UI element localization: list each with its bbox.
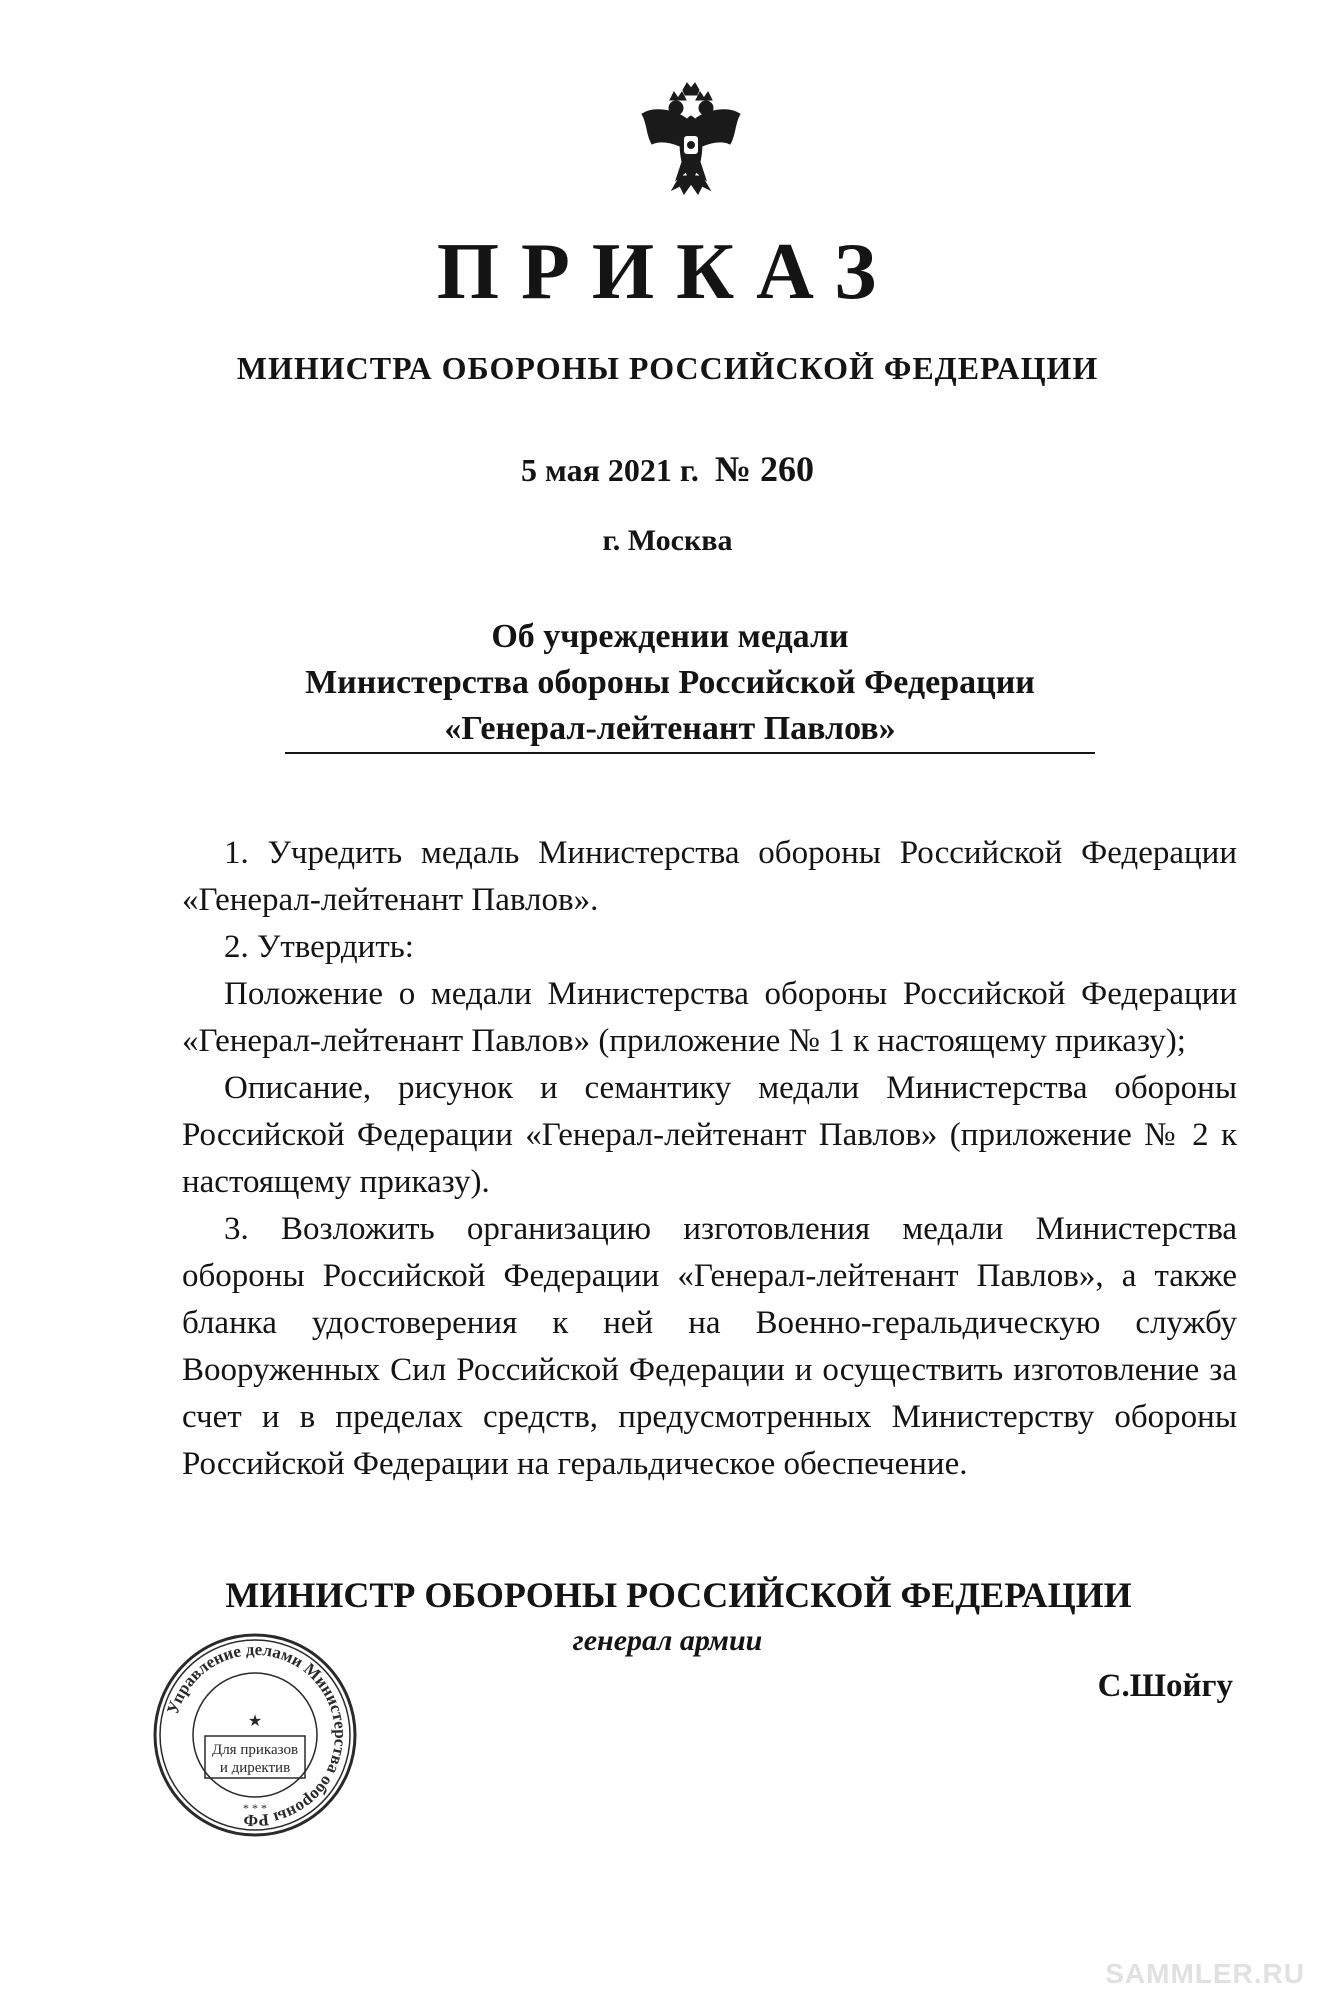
order-city: г. Москва [602, 524, 733, 557]
stamp-inner-line2: и директив [219, 1760, 291, 1776]
body-paragraph: 1. Учредить медаль Министерства обороны Российской Федерации «Генерал-лейтенант Павлов». [182, 835, 1237, 918]
body-paragraph: 2. Утвердить: [224, 929, 414, 965]
signatory-rank: генерал армии [572, 1624, 763, 1657]
svg-text:★: ★ [247, 1713, 263, 1730]
order-heading [230, 614, 1110, 752]
heading-line: Министерства обороны Российской Федерации [305, 664, 1035, 701]
svg-text:* * *: * * * [243, 1801, 267, 1815]
heading-underline [285, 752, 1095, 754]
order-date-number [0, 448, 1335, 490]
body-paragraph: Описание, рисунок и семантику медали Министерства обороны Российской Федерации «Генерал-лейтенант Павлов» (приложение № 2 к настоящему приказу). [182, 1070, 1237, 1200]
body-paragraph: 3. Возложить организацию изготовления медали Министерства обороны Российской Федерации «Генерал-лейтенант Павлов», а также бланка удостоверения к ней на Военно-геральдическую службу Вооруженных Сил Российской Федерации и осуществить изготовление за счет и в пределах средств, предусмотренных Министерству обороны Российской Федерации на геральдическое обеспечение. [182, 1211, 1237, 1482]
body-paragraph: Положение о медали Министерства обороны Российской Федерации «Генерал-лейтенант Павлов» (приложение № 1 к настоящему приказу); [182, 976, 1237, 1059]
document-title: ПРИКАЗ [436, 228, 899, 316]
official-stamp-seal-icon [150, 1630, 360, 1840]
stamp-outer-text: Управление делами Министерства обороны РФ [163, 1639, 351, 1831]
double-headed-eagle-emblem-icon [636, 80, 746, 200]
order-body [182, 830, 1237, 1488]
order-date: 5 мая 2021 г. [521, 452, 699, 488]
stamp-inner-line1: Для приказов [211, 1742, 299, 1758]
site-watermark: SAMMLER.RU [1105, 1958, 1305, 1989]
signatory-position: МИНИСТР ОБОРОНЫ РОССИЙСКОЙ ФЕДЕРАЦИИ [225, 1575, 1132, 1615]
heading-line: «Генерал-лейтенант Павлов» [444, 710, 896, 747]
signatory-name: С.Шойгу [1097, 1668, 1233, 1704]
document-subtitle: МИНИСТРА ОБОРОНЫ РОССИЙСКОЙ ФЕДЕРАЦИИ [236, 350, 1099, 386]
order-number: № 260 [714, 449, 814, 489]
heading-line: Об учреждении медали [491, 618, 849, 655]
